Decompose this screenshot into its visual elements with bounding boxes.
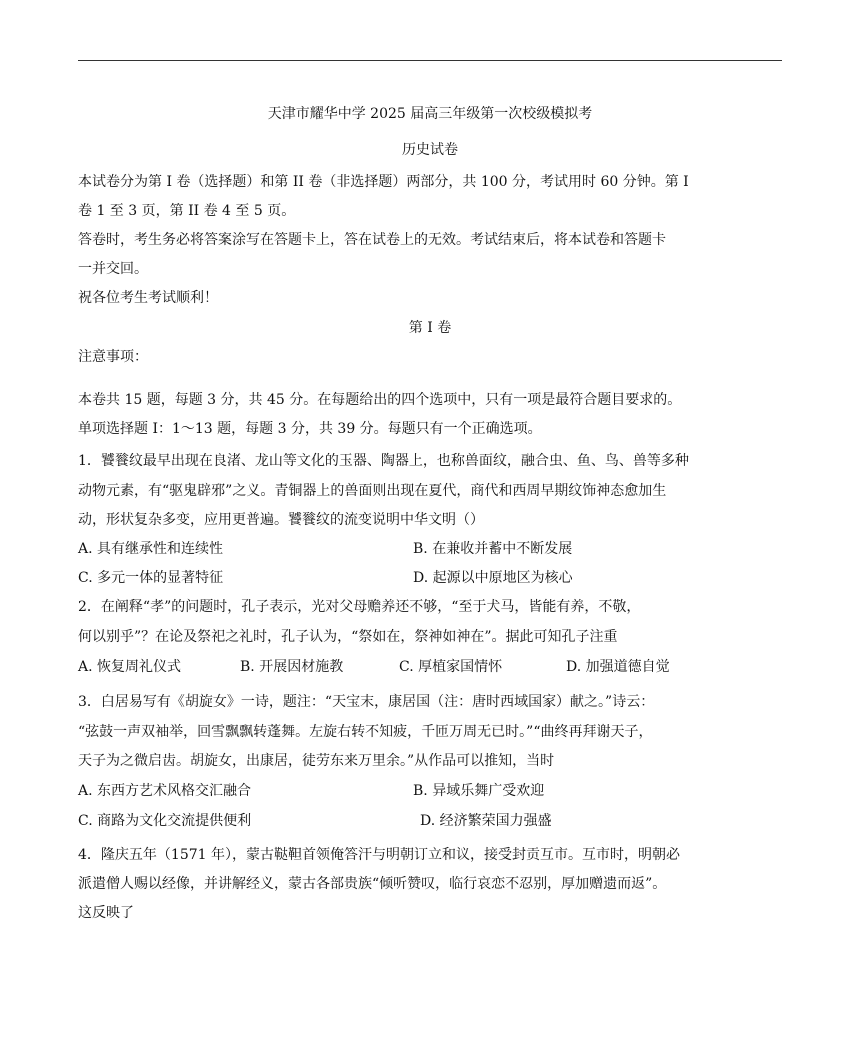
intro-line: 本试卷分为第 I 卷（选择题）和第 II 卷（非选择题）两部分，共 100 分，考试用时 60 分钟。第 I	[78, 174, 689, 190]
question-2-option-c: C. 厚植家国情怀	[399, 659, 503, 675]
header-rule	[78, 60, 782, 61]
question-3-option-a: A. 东西方艺术风格交汇融合	[78, 783, 252, 799]
question-3-stem: “弦鼓一声双袖举，回雪飘飘转蓬舞。左旋右转不知疲，千匝万周无已时。”“曲终再拜谢天子，	[78, 724, 653, 740]
question-2-stem: 2．在阐释“孝”的问题时，孔子表示，光对父母赡养还不够，“至于犬马，皆能有养，不敬，	[78, 599, 641, 615]
exam-title: 天津市耀华中学 2025 届高三年级第一次校级模拟考	[267, 106, 593, 122]
question-1-stem: 动，形状复杂多变，应用更普遍。饕餮纹的流变说明中华文明（）	[78, 512, 484, 528]
question-3-stem: 天子为之微启齿。胡旋女，出康居，徒劳东来万里余。”从作品可以推知，当时	[78, 753, 555, 769]
question-2-stem: 何以别乎”？在论及祭祀之礼时，孔子认为，“祭如在，祭神如神在”。据此可知孔子注重	[78, 629, 618, 645]
question-2-option-a: A. 恢复周礼仪式	[78, 659, 182, 675]
question-1-option-d: D. 起源以中原地区为核心	[413, 570, 573, 586]
question-3-option-b: B. 异域乐舞广受欢迎	[413, 783, 545, 799]
question-3-option-c: C. 商路为文化交流提供便利	[78, 813, 252, 829]
section-title: 第 I 卷	[408, 320, 452, 336]
exam-subject: 历史试卷	[402, 142, 458, 158]
notice-heading: 注意事项：	[78, 349, 148, 365]
question-1-option-c: C. 多元一体的显著特征	[78, 570, 224, 586]
question-2-option-d: D. 加强道德自觉	[566, 659, 670, 675]
intro-line: 答卷时，考生务必将答案涂写在答题卡上，答在试卷上的无效。考试结束后，将本试卷和答题卡	[78, 232, 666, 248]
question-4-stem: 这反映了	[78, 905, 134, 921]
question-1-option-a: A. 具有继承性和连续性	[78, 541, 224, 557]
question-3-stem: 3．白居易写有《胡旋女》一诗，题注：“天宝末，康居国（注：唐时西域国家）献之。”诗云：	[78, 694, 655, 710]
good-luck-line: 祝各位考生考试顺利！	[78, 290, 218, 306]
question-2-option-b: B. 开展因材施教	[240, 659, 344, 675]
question-1-stem: 动物元素，有“驱鬼辟邪”之义。青铜器上的兽面则出现在夏代，商代和西周早期纹饰神态愈加生	[78, 483, 667, 499]
question-4-stem: 派遣僧人赐以经像，并讲解经义，蒙古各部贵族“倾听赞叹，临行哀恋不忍别，厚加赠遗而返”。	[78, 876, 667, 892]
question-4-stem: 4．隆庆五年（1571 年），蒙古鞑靼首领俺答汗与明朝订立和议，接受封贡互市。互市时，明朝必	[78, 847, 680, 863]
question-1-option-b: B. 在兼收并蓄中不断发展	[413, 541, 573, 557]
intro-line: 卷 1 至 3 页，第 II 卷 4 至 5 页。	[78, 203, 296, 219]
section-description: 本卷共 15 题，每题 3 分，共 45 分。在每题给出的四个选项中，只有一项是最符合题目要求的。	[78, 392, 682, 408]
section-description: 单项选择题 I：1～13 题，每题 3 分，共 39 分。每题只有一个正确选项。	[78, 421, 542, 437]
intro-line: 一并交回。	[78, 261, 148, 277]
question-1-stem: 1．饕餮纹最早出现在良渚、龙山等文化的玉器、陶器上，也称兽面纹，融合虫、鱼、鸟、兽等多种	[78, 453, 689, 469]
question-3-option-d: D. 经济繁荣国力强盛	[420, 813, 552, 829]
